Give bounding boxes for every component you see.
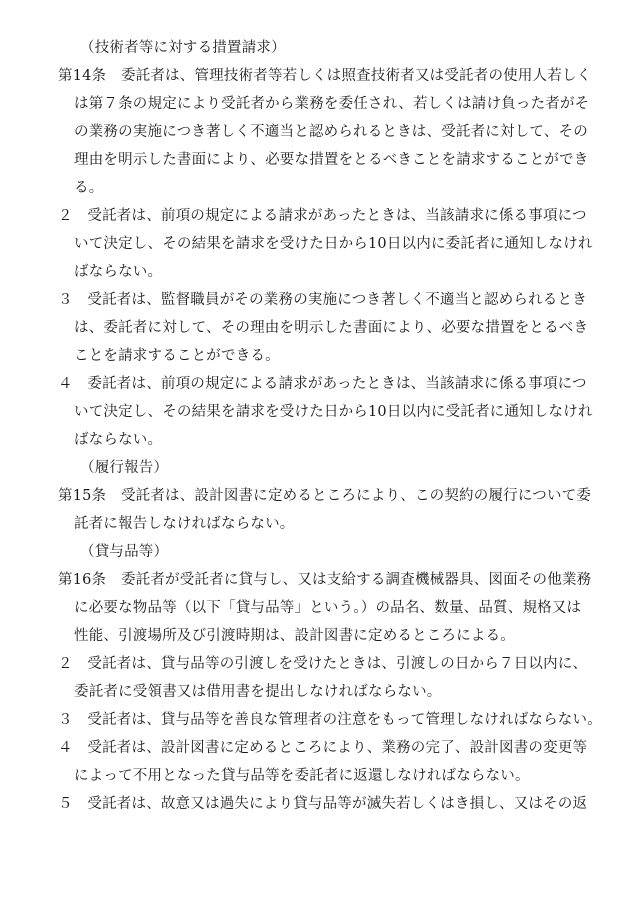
article-14-para-2-line-1: ２ 受託者は、前項の規定による請求があったときは、当該請求に係る事項につ <box>58 208 587 224</box>
article-14-para-4-line-1: ４ 委託者は、前項の規定による請求があったときは、当該請求に係る事項につ <box>58 376 587 392</box>
article-16-para-2-line-2: 委託者に受領書又は借用書を提出しなければならない。 <box>74 684 442 700</box>
article-16-para-3-line-1: ３ 受託者は、貸与品等を善良な管理者の注意をもって管理しなければならない。 <box>58 712 602 728</box>
article-16-line-2: に必要な物品等（以下「貸与品等」という。）の品名、数量、品質、規格又は <box>74 600 582 616</box>
article-14-line-3: の業務の実施につき著しく不適当と認められるときは、受託者に対して、その <box>74 124 588 140</box>
article-14-line-1: 第14条 委託者は、管理技術者等若しくは照査技術者又は受託者の使用人若しく <box>58 68 592 84</box>
article-14-line-4: 理由を明示した書面により、必要な措置をとるべきことを請求することができ <box>74 152 589 168</box>
article-14-line-2: は第７条の規定により受託者から業務を委任され、若しくは請け負った者がそ <box>74 96 590 112</box>
article-15-line-2: 託者に報告しなければならない。 <box>74 516 295 532</box>
article-16-line-1: 第16条 委託者が受託者に貸与し、又は支給する調査機械器具、図面その他業務 <box>58 572 592 588</box>
article-15-line-1: 第15条 受託者は、設計図書に定めるところにより、この契約の履行について委 <box>58 488 592 504</box>
article-16-para-2-line-1: ２ 受託者は、貸与品等の引渡しを受けたときは、引渡しの日から７日以内に、 <box>58 656 588 672</box>
article-14-para-3-line-2: は、委託者に対して、その理由を明示した書面により、必要な措置をとるべき <box>74 320 589 336</box>
heading-article-16: （貸与品等） <box>80 544 169 560</box>
article-16-line-3: 性能、引渡場所及び引渡時期は、設計図書に定めるところによる。 <box>74 628 515 644</box>
article-14-para-3-line-1: ３ 受託者は、監督職員がその業務の実施につき著しく不適当と認められるとき <box>58 292 587 308</box>
article-16-para-5-line-1: ５ 受託者は、故意又は過失により貸与品等が滅失若しくはき損し、又はその返 <box>58 796 588 812</box>
article-16-para-4-line-1: ４ 受託者は、設計図書に定めるところにより、業務の完了、設計図書の変更等 <box>58 740 588 756</box>
article-14-line-5: る。 <box>74 180 104 196</box>
article-16-para-4-line-2: によって不用となった貸与品等を委託者に返還しなければならない。 <box>74 768 530 784</box>
heading-article-14: （技術者等に対する措置請求） <box>80 40 286 56</box>
article-14-para-2-line-3: ばならない。 <box>74 264 163 280</box>
article-14-para-4-line-3: ばならない。 <box>74 432 163 448</box>
article-14-para-2-line-2: いて決定し、その結果を請求を受けた日から10日以内に委託者に通知しなけれ <box>74 236 593 252</box>
article-14-para-3-line-3: ことを請求することができる。 <box>74 348 280 364</box>
heading-article-15: （履行報告） <box>80 460 169 476</box>
article-14-para-4-line-2: いて決定し、その結果を請求を受けた日から10日以内に受託者に通知しなけれ <box>74 404 593 420</box>
